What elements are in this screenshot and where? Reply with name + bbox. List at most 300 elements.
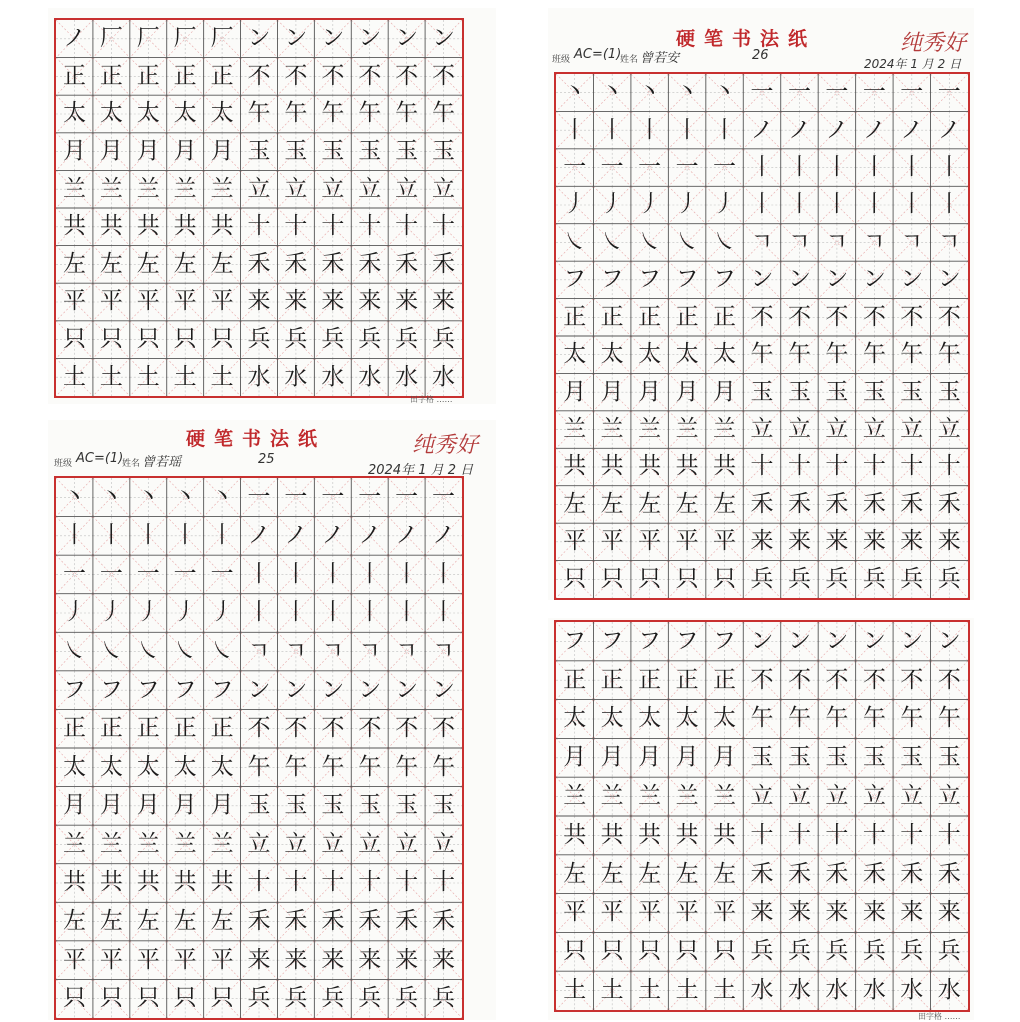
practice-character: 共 (173, 869, 197, 896)
practice-character: 来 (787, 899, 811, 926)
practice-character: 丨 (284, 599, 308, 626)
practice-character: 月 (675, 378, 699, 405)
practice-character: フ (136, 676, 160, 703)
practice-character: 丨 (825, 191, 849, 218)
practice-character: 来 (900, 528, 924, 555)
practice-character: 正 (563, 303, 587, 330)
practice-character: 玉 (395, 792, 419, 819)
practice-character: 丿 (173, 599, 197, 626)
practice-character: 兰 (99, 175, 123, 202)
practice-character: 左 (136, 250, 160, 277)
practice-character: 午 (395, 753, 419, 780)
practice-character: 玉 (247, 138, 271, 165)
practice-character: 一 (638, 154, 662, 181)
practice-character: ㇏ (62, 638, 86, 665)
practice-character: 兰 (136, 830, 160, 857)
practice-character: 立 (937, 783, 961, 810)
practice-character: 丨 (937, 154, 961, 181)
practice-character: 水 (900, 977, 924, 1004)
practice-character: 左 (713, 860, 737, 887)
practice-character: 十 (825, 453, 849, 480)
practice-character: 月 (173, 792, 197, 819)
practice-character: 来 (750, 528, 774, 555)
practice-character: 立 (750, 416, 774, 443)
practice-character: 丶 (173, 483, 197, 510)
practice-character: 兵 (432, 985, 456, 1012)
practice-character: 兵 (900, 565, 924, 592)
practice-character: 一 (247, 483, 271, 510)
practice-character: 禾 (321, 908, 345, 935)
practice-character: 共 (563, 453, 587, 480)
practice-character: ノ (62, 25, 86, 52)
practice-character: 十 (900, 821, 924, 848)
page-number-b: 25 (258, 452, 275, 467)
name-label-b: 姓名 (122, 459, 141, 469)
sheet-title-c: 硬笔书法纸 (676, 28, 817, 50)
practice-character: 水 (750, 977, 774, 1004)
practice-character: 午 (247, 753, 271, 780)
practice-character: 不 (825, 303, 849, 330)
practice-character: 禾 (937, 490, 961, 517)
practice-character: 兵 (358, 326, 382, 353)
practice-character: 玉 (900, 744, 924, 771)
practice-character: ㇏ (136, 638, 160, 665)
practice-character: 来 (247, 946, 271, 973)
practice-character: 来 (284, 946, 308, 973)
practice-character: ン (395, 25, 419, 52)
practice-character: ン (432, 676, 456, 703)
practice-character: 丶 (99, 483, 123, 510)
practice-character: 太 (638, 705, 662, 732)
practice-character: 丨 (862, 191, 886, 218)
practice-character: 太 (563, 341, 587, 368)
practice-character: ン (395, 676, 419, 703)
practice-character: ノ (825, 116, 849, 143)
practice-character: フ (62, 676, 86, 703)
practice-character: 午 (358, 100, 382, 127)
practice-character: 立 (395, 175, 419, 202)
practice-character: 共 (600, 453, 624, 480)
practice-character: ン (432, 25, 456, 52)
practice-character: 来 (432, 946, 456, 973)
practice-character: 水 (284, 363, 308, 390)
practice-character: 禾 (284, 250, 308, 277)
practice-character: 禾 (358, 250, 382, 277)
practice-character: 丨 (432, 560, 456, 587)
practice-character: 共 (62, 213, 86, 240)
practice-character: ン (787, 266, 811, 293)
practice-character: 厂 (136, 25, 160, 52)
practice-character: 丨 (900, 191, 924, 218)
practice-character: 玉 (432, 792, 456, 819)
practice-character: 太 (173, 100, 197, 127)
practice-character: 只 (675, 565, 699, 592)
practice-character: 平 (173, 946, 197, 973)
practice-character: 兰 (675, 783, 699, 810)
practice-character: 不 (900, 666, 924, 693)
practice-character: 月 (173, 138, 197, 165)
practice-character: ン (825, 627, 849, 654)
practice-character: 只 (563, 565, 587, 592)
practice-character: フ (210, 676, 234, 703)
practice-character: 丨 (937, 191, 961, 218)
practice-character: 月 (600, 744, 624, 771)
teacher-signature-b: 纯秀好 (412, 433, 479, 458)
practice-character: ノ (900, 116, 924, 143)
practice-character: 水 (825, 977, 849, 1004)
practice-character: フ (713, 266, 737, 293)
practice-character: 平 (713, 899, 737, 926)
date-b: 2024年 1 月 2 日 (368, 463, 474, 478)
practice-character: 只 (638, 565, 662, 592)
practice-character: 只 (62, 985, 86, 1012)
practice-character: 丨 (787, 191, 811, 218)
practice-character: 土 (99, 363, 123, 390)
practice-character: 不 (787, 666, 811, 693)
practice-character: 十 (358, 213, 382, 240)
practice-character: 不 (432, 715, 456, 742)
practice-character: 十 (787, 453, 811, 480)
practice-character: フ (563, 627, 587, 654)
class-value-c: AC=(1) (574, 47, 622, 62)
practice-character: 土 (173, 363, 197, 390)
practice-character: 十 (750, 821, 774, 848)
practice-character: 不 (825, 666, 849, 693)
practice-character: 不 (284, 715, 308, 742)
teacher-signature-c: 纯秀好 (900, 31, 967, 56)
practice-character: ン (321, 25, 345, 52)
practice-character: 平 (136, 946, 160, 973)
practice-character: 左 (638, 490, 662, 517)
practice-character: 共 (638, 821, 662, 848)
practice-character: 立 (358, 830, 382, 857)
practice-character: 兰 (638, 783, 662, 810)
practice-character: 正 (713, 666, 737, 693)
practice-character: 丨 (136, 522, 160, 549)
practice-character: 来 (825, 899, 849, 926)
practice-character: 正 (136, 62, 160, 89)
practice-character: 丨 (247, 599, 271, 626)
practice-character: 兰 (99, 830, 123, 857)
practice-character: ㇏ (210, 638, 234, 665)
practice-character: ノ (395, 522, 419, 549)
practice-character: 来 (321, 288, 345, 315)
practice-character: 十 (937, 821, 961, 848)
character-grid-b (54, 476, 464, 1020)
practice-character: 丨 (321, 560, 345, 587)
practice-character: 立 (825, 783, 849, 810)
practice-character: 不 (937, 666, 961, 693)
practice-character: 丿 (675, 191, 699, 218)
practice-character: 兵 (247, 326, 271, 353)
practice-character: 十 (247, 869, 271, 896)
practice-character: 来 (750, 899, 774, 926)
practice-character: 丨 (395, 560, 419, 587)
practice-character: 月 (638, 378, 662, 405)
practice-character: 左 (210, 908, 234, 935)
practice-character: 平 (99, 946, 123, 973)
practice-character: 太 (600, 705, 624, 732)
practice-character: 午 (862, 341, 886, 368)
practice-character: 左 (675, 490, 699, 517)
practice-character: 禾 (862, 490, 886, 517)
practice-character: 立 (825, 416, 849, 443)
practice-character: 正 (210, 62, 234, 89)
practice-character: 只 (210, 326, 234, 353)
practice-character: 十 (247, 213, 271, 240)
practice-character: 平 (210, 288, 234, 315)
practice-character: 兵 (750, 565, 774, 592)
practice-character: 平 (563, 899, 587, 926)
practice-character: 玉 (825, 378, 849, 405)
practice-character: 太 (675, 705, 699, 732)
practice-character: 禾 (247, 908, 271, 935)
practice-character: 丿 (136, 599, 160, 626)
practice-character: 玉 (750, 744, 774, 771)
practice-character: 兰 (600, 416, 624, 443)
practice-character: 厂 (173, 25, 197, 52)
practice-character: 玉 (284, 792, 308, 819)
practice-character: 共 (210, 869, 234, 896)
date-c: 2024年 1 月 2 日 (864, 57, 962, 71)
practice-character: ン (284, 25, 308, 52)
practice-character: 共 (136, 213, 160, 240)
practice-character: 立 (937, 416, 961, 443)
practice-character: 玉 (247, 792, 271, 819)
practice-character: 兰 (210, 830, 234, 857)
practice-character: 来 (862, 528, 886, 555)
practice-character: 丨 (432, 599, 456, 626)
practice-character: 不 (358, 715, 382, 742)
practice-character: 兵 (937, 565, 961, 592)
practice-character: 午 (321, 753, 345, 780)
practice-character: ノ (321, 522, 345, 549)
practice-character: 禾 (787, 490, 811, 517)
practice-character: 平 (713, 528, 737, 555)
practice-character: 只 (173, 326, 197, 353)
practice-character: 兰 (210, 175, 234, 202)
practice-character: 左 (62, 250, 86, 277)
practice-character: 左 (210, 250, 234, 277)
practice-character: 立 (321, 175, 345, 202)
practice-character: 十 (862, 821, 886, 848)
practice-character: 水 (432, 363, 456, 390)
practice-character: 左 (713, 490, 737, 517)
practice-character: ㄱ (900, 228, 923, 255)
practice-character: 丶 (136, 483, 160, 510)
practice-character: 来 (395, 288, 419, 315)
practice-character: 平 (600, 899, 624, 926)
practice-character: 禾 (432, 908, 456, 935)
practice-character: 平 (62, 946, 86, 973)
practice-character: 太 (600, 341, 624, 368)
practice-character: 禾 (395, 250, 419, 277)
practice-character: 月 (600, 378, 624, 405)
practice-character: ㄱ (750, 228, 774, 255)
practice-character: ㄱ (395, 638, 418, 665)
practice-character: 太 (713, 705, 737, 732)
practice-character: 兰 (638, 416, 662, 443)
practice-character: 玉 (900, 378, 924, 405)
practice-character: ン (750, 627, 774, 654)
practice-character: ㄱ (358, 638, 381, 665)
class-label-b: 班级 (54, 459, 73, 469)
practice-character: 午 (900, 705, 924, 732)
practice-character: 水 (937, 977, 961, 1004)
sheet-footer-d: 田字格 …… (918, 1012, 961, 1021)
practice-character: 左 (136, 908, 160, 935)
practice-character: 共 (99, 213, 123, 240)
practice-character: 午 (787, 705, 811, 732)
practice-character: 一 (900, 79, 924, 106)
practice-character: 共 (675, 453, 699, 480)
practice-character: 禾 (750, 490, 774, 517)
practice-character: 只 (600, 938, 624, 965)
practice-character: 只 (173, 985, 197, 1012)
practice-character: ン (750, 266, 774, 293)
practice-character: 月 (136, 792, 160, 819)
practice-character: ㇏ (173, 638, 197, 665)
practice-character: 丨 (713, 116, 737, 143)
practice-character: フ (675, 266, 699, 293)
practice-character: 立 (321, 830, 345, 857)
practice-character: 只 (99, 985, 123, 1012)
page-number-c: 26 (752, 48, 769, 63)
practice-character: フ (600, 266, 624, 293)
practice-character: ㄱ (247, 638, 271, 665)
practice-character: 丶 (600, 79, 624, 106)
practice-character: 月 (62, 792, 86, 819)
practice-character: 月 (136, 138, 160, 165)
practice-character: ノ (432, 522, 456, 549)
practice-character: 禾 (395, 908, 419, 935)
practice-character: 十 (395, 213, 419, 240)
practice-character: 一 (713, 154, 737, 181)
practice-character: 共 (136, 869, 160, 896)
practice-character: 来 (825, 528, 849, 555)
class-value-b: AC=(1) (76, 451, 124, 466)
practice-character: 一 (750, 79, 774, 106)
practice-character: 兰 (62, 175, 86, 202)
practice-character: 正 (638, 303, 662, 330)
practice-character: ノ (358, 522, 382, 549)
practice-character: ノ (247, 522, 271, 549)
practice-sheet-a (48, 8, 496, 404)
practice-character: 月 (713, 744, 737, 771)
practice-character: ノ (750, 116, 774, 143)
practice-character: 土 (62, 363, 86, 390)
practice-character: 平 (62, 288, 86, 315)
practice-character: 午 (432, 100, 456, 127)
practice-character: 丿 (210, 599, 234, 626)
practice-character: 午 (284, 753, 308, 780)
practice-character: 来 (787, 528, 811, 555)
practice-character: 丨 (638, 116, 662, 143)
practice-character: 兰 (173, 830, 197, 857)
practice-character: 来 (358, 946, 382, 973)
practice-character: フ (638, 266, 662, 293)
practice-sheet-c (548, 8, 974, 600)
practice-character: 兰 (600, 783, 624, 810)
practice-character: 兵 (247, 985, 271, 1012)
practice-character: 正 (173, 62, 197, 89)
practice-character: 共 (173, 213, 197, 240)
practice-character: 土 (210, 363, 234, 390)
practice-character: 不 (284, 62, 308, 89)
practice-character: 丨 (750, 154, 774, 181)
practice-character: ㇏ (563, 228, 587, 255)
practice-character: ン (787, 627, 811, 654)
practice-character: ン (358, 676, 382, 703)
practice-character: 兰 (713, 416, 737, 443)
practice-character: 十 (395, 869, 419, 896)
practice-character: 来 (432, 288, 456, 315)
practice-character: 只 (62, 326, 86, 353)
practice-character: 立 (787, 783, 811, 810)
practice-character: 月 (713, 378, 737, 405)
name-value-b: 曾若瑶 (142, 455, 182, 470)
practice-character: フ (173, 676, 197, 703)
practice-character: ノ (862, 116, 886, 143)
practice-character: 玉 (787, 378, 811, 405)
practice-character: 十 (358, 869, 382, 896)
practice-character: 一 (395, 483, 419, 510)
practice-character: 正 (563, 666, 587, 693)
practice-character: 水 (862, 977, 886, 1004)
practice-character: 只 (713, 938, 737, 965)
practice-character: ㄱ (788, 228, 811, 255)
practice-character: 左 (563, 860, 587, 887)
practice-character: 正 (173, 715, 197, 742)
practice-character: 左 (563, 490, 587, 517)
practice-character: 共 (600, 821, 624, 848)
practice-character: 一 (675, 154, 699, 181)
practice-character: 午 (432, 753, 456, 780)
practice-character: 兵 (862, 938, 886, 965)
practice-character: 左 (173, 250, 197, 277)
practice-character: フ (600, 627, 624, 654)
practice-character: 不 (862, 666, 886, 693)
practice-character: 兵 (321, 326, 345, 353)
practice-character: 立 (358, 175, 382, 202)
practice-character: 兰 (563, 783, 587, 810)
practice-character: 不 (358, 62, 382, 89)
practice-character: 月 (210, 138, 234, 165)
practice-character: 午 (750, 341, 774, 368)
practice-character: 共 (210, 213, 234, 240)
practice-character: 正 (99, 715, 123, 742)
practice-character: 只 (136, 326, 160, 353)
practice-character: 太 (675, 341, 699, 368)
practice-character: 不 (787, 303, 811, 330)
practice-character: 兰 (675, 416, 699, 443)
practice-character: 玉 (862, 378, 886, 405)
practice-character: 一 (358, 483, 382, 510)
practice-character: 丿 (713, 191, 737, 218)
practice-character: 左 (600, 860, 624, 887)
practice-character: 丿 (638, 191, 662, 218)
practice-character: 禾 (937, 860, 961, 887)
practice-character: 禾 (247, 250, 271, 277)
practice-character: 平 (136, 288, 160, 315)
practice-character: 太 (136, 753, 160, 780)
practice-character: フ (638, 627, 662, 654)
practice-character: 一 (284, 483, 308, 510)
practice-character: 月 (99, 792, 123, 819)
practice-character: 立 (900, 783, 924, 810)
practice-character: 不 (750, 303, 774, 330)
practice-character: ン (937, 627, 961, 654)
